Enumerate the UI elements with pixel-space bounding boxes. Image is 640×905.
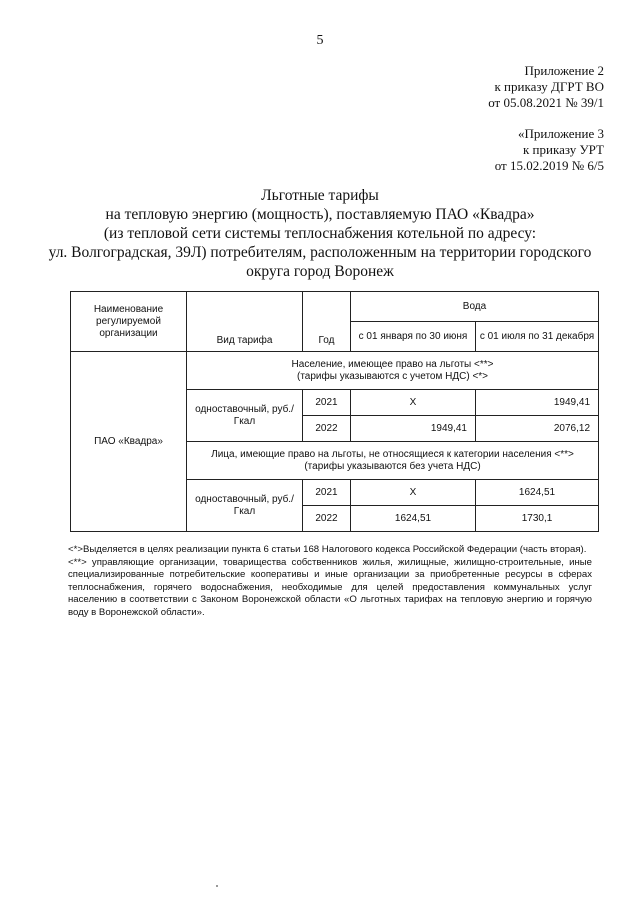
tariff-value-cell: 1949,41 xyxy=(476,390,599,416)
year-cell: 2021 xyxy=(303,390,351,416)
title-line: на тепловую энергию (мощность), поставляемую ПАО «Квадра» xyxy=(105,206,535,223)
tariff-value-cell: 2076,12 xyxy=(476,416,599,442)
appendix-line: к приказу УРТ xyxy=(522,142,604,157)
tariff-value-cell: 1624,51 xyxy=(476,480,599,506)
tariff-value-cell: X xyxy=(351,390,476,416)
header-tariff-type: Вид тарифа xyxy=(187,292,303,352)
section-heading-line: (тарифы указываются без учета НДС) xyxy=(304,460,481,472)
year-cell: 2021 xyxy=(303,480,351,506)
header-period-1: с 01 января по 30 июня xyxy=(351,322,476,352)
page-number: 5 xyxy=(316,33,324,48)
appendix-line: Приложение 2 xyxy=(524,63,604,78)
appendix-line: от 05.08.2021 № 39/1 xyxy=(488,95,604,110)
footnotes xyxy=(68,544,592,619)
header-year: Год xyxy=(303,292,351,352)
appendix-line: от 15.02.2019 № 6/5 xyxy=(494,158,604,173)
section-heading-row xyxy=(71,352,599,390)
year-cell: 2022 xyxy=(303,506,351,532)
section-heading-line: Лица, имеющие право на льготы, не относящиеся к категории населения <**> xyxy=(211,448,574,460)
tariff-value-cell: 1949,41 xyxy=(351,416,476,442)
table-header-row xyxy=(71,292,599,322)
section-heading xyxy=(187,352,599,390)
tariff-table xyxy=(70,291,599,532)
year-cell: 2022 xyxy=(303,416,351,442)
tariff-value-cell: 1624,51 xyxy=(351,506,476,532)
header-org: Наименование регулируемой организации xyxy=(71,292,187,352)
document-title xyxy=(40,186,600,281)
tariff-type-cell: одноставочный, руб./Гкал xyxy=(187,390,303,442)
title-line: Льготные тарифы xyxy=(261,187,379,204)
section-heading xyxy=(187,442,599,480)
title-line: (из тепловой сети системы теплоснабжения котельной по адресу: xyxy=(103,225,537,242)
appendix-reference-current xyxy=(488,63,604,111)
header-period-2: с 01 июля по 31 декабря xyxy=(476,322,599,352)
appendix-line: «Приложение 3 xyxy=(517,126,604,141)
scan-speck xyxy=(216,885,218,887)
section-heading-line: (тарифы указываются с учетом НДС) <*> xyxy=(297,370,489,382)
org-name-cell: ПАО «Квадра» xyxy=(71,352,187,532)
tariff-value-cell: X xyxy=(351,480,476,506)
header-water: Вода xyxy=(351,292,599,322)
tariff-value-cell: 1730,1 xyxy=(476,506,599,532)
title-line: округа город Воронеж xyxy=(246,263,394,280)
footnote-vat: <*>Выделяется в целях реализации пункта 6 статьи 168 Налогового кодекса Российской Федерации (часть вторая). xyxy=(68,544,587,555)
section-heading-line: Население, имеющее право на льготы <**> xyxy=(291,358,494,370)
tariff-type-cell: одноставочный, руб./Гкал xyxy=(187,480,303,532)
footnote-beneficiaries: <**> управляющие организации, товарищества собственников жилья, жилищные, жилищно-строительные, иные специализированные потребительские кооперативы и иные организации за приобретенные ресурсы в сферах теплоснабжения, горячего водоснабжения, необходимые для целей предоставления коммунальных услуг населению в соответствии с Законом Воронежской области «О льготных тарифах на тепловую энергию и горячую воду в Воронежской области». xyxy=(68,556,592,618)
appendix-reference-original xyxy=(495,126,604,174)
title-line: ул. Волгоградская, 39Л) потребителям, расположенным на территории городского xyxy=(48,244,592,261)
appendix-line: к приказу ДГРТ ВО xyxy=(494,79,604,94)
